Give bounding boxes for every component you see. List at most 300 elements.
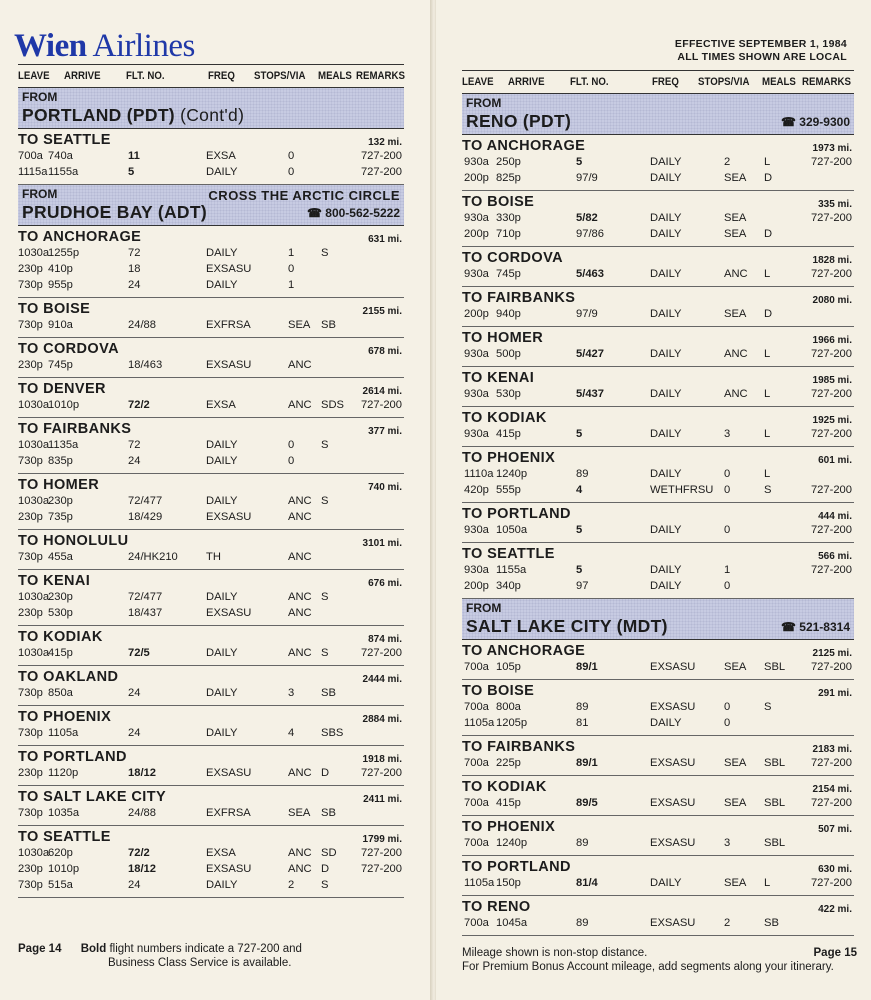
promo-note: CROSS THE ARCTIC CIRCLE xyxy=(208,188,400,203)
header-arrive: ARRIVE xyxy=(64,70,101,82)
frequency: DAILY xyxy=(650,564,682,576)
mileage: 444 mi. xyxy=(818,511,852,522)
mileage: 2155 mi. xyxy=(362,306,402,317)
flight-number: 24 xyxy=(128,455,141,467)
effective-line-1: EFFECTIVE SEPTEMBER 1, 1984 xyxy=(674,38,847,50)
flight-row xyxy=(462,660,854,676)
meals: L xyxy=(764,156,771,168)
arrive-time: 1050a xyxy=(496,524,528,536)
meals: D xyxy=(764,308,773,320)
flight-number: 81/4 xyxy=(576,877,598,889)
flight-number: 24 xyxy=(128,879,141,891)
mileage: 507 mi. xyxy=(818,824,852,835)
effective-line-2: ALL TIMES SHOWN ARE LOCAL xyxy=(677,51,847,63)
remarks: 727-200 xyxy=(810,524,852,536)
leave-time: 230p xyxy=(18,511,43,523)
arrive-time: 745p xyxy=(48,359,73,371)
remarks: 727-200 xyxy=(810,757,852,769)
leave-time: 200p xyxy=(464,228,489,240)
flight-row xyxy=(462,467,854,483)
flight-row xyxy=(462,483,854,499)
arrive-time: 910a xyxy=(48,319,73,331)
stops-via: ANC xyxy=(288,591,312,603)
flight-number: 89 xyxy=(576,468,589,480)
frequency: EXSASU xyxy=(650,797,696,809)
flight-number: 24 xyxy=(128,727,141,739)
arrive-time: 530p xyxy=(496,388,521,400)
mileage: 601 mi. xyxy=(818,455,852,466)
stops-via: SEA xyxy=(724,308,747,320)
frequency: EXSASU xyxy=(206,511,252,523)
mileage: 2125 mi. xyxy=(812,648,852,659)
stops-via: 0 xyxy=(288,263,295,275)
remarks: 727-200 xyxy=(810,661,852,673)
flight-number: 72 xyxy=(128,439,141,451)
destination-block xyxy=(18,298,404,338)
frequency: DAILY xyxy=(206,247,238,259)
flight-row xyxy=(462,563,854,579)
destination-block xyxy=(462,543,854,599)
flight-number: 72 xyxy=(128,247,141,259)
destination-name: TO HOMER xyxy=(462,330,544,346)
frequency: EXSASU xyxy=(206,767,252,779)
destination-name: TO KENAI xyxy=(462,370,535,386)
arrive-time: 1010p xyxy=(48,399,80,411)
leave-time: 700a xyxy=(464,837,489,849)
flight-row xyxy=(18,806,404,822)
arrive-time: 1155a xyxy=(496,564,527,576)
flight-number: 5 xyxy=(576,156,583,168)
stops-via: ANC xyxy=(288,607,312,619)
destination-block xyxy=(18,378,404,418)
remarks: 727-200 xyxy=(360,863,402,875)
frequency: EXSA xyxy=(206,847,236,859)
mileage: 874 mi. xyxy=(368,634,402,645)
meals: D xyxy=(764,172,773,184)
leave-time: 230p xyxy=(18,359,43,371)
leave-time: 420p xyxy=(464,484,489,496)
meals: L xyxy=(764,348,771,360)
mileage: 740 mi. xyxy=(368,482,402,493)
frequency: TH xyxy=(206,551,221,563)
origin-city xyxy=(466,111,571,132)
from-label: FROM xyxy=(466,601,502,615)
frequency: WETHFRSU xyxy=(650,484,714,496)
arrive-time: 1045a xyxy=(496,917,528,929)
stops-via: 0 xyxy=(724,468,731,480)
frequency: EXSASU xyxy=(206,863,252,875)
flight-row xyxy=(462,427,854,443)
stops-via: 0 xyxy=(724,580,731,592)
destination-name: TO BOISE xyxy=(462,683,535,699)
remarks: 727-200 xyxy=(810,348,852,360)
flight-number: 97 xyxy=(576,580,589,592)
arrive-time: 1255p xyxy=(48,247,80,259)
arrive-time: 230p xyxy=(48,591,73,603)
destination-name: TO CORDOVA xyxy=(462,250,563,266)
destination-block xyxy=(462,856,854,896)
header-stops: STOPS/VIA xyxy=(254,70,306,82)
leave-time: 700a xyxy=(464,917,489,929)
leave-time: 1115a xyxy=(18,166,48,178)
flight-row xyxy=(462,523,854,539)
arrive-time: 1035a xyxy=(48,807,80,819)
stops-via: 3 xyxy=(724,428,731,440)
meals: SB xyxy=(321,319,336,331)
remarks: 727-200 xyxy=(810,156,852,168)
footer-mileage-note: Mileage shown is non-stop distance. xyxy=(462,947,648,959)
flight-number: 89/1 xyxy=(576,757,598,769)
arrive-time: 230p xyxy=(48,495,73,507)
stops-via: SEA xyxy=(724,797,747,809)
flight-number: 18/437 xyxy=(128,607,163,619)
flight-number: 5 xyxy=(576,564,583,576)
leave-time: 700a xyxy=(464,797,489,809)
destination-name: TO PHOENIX xyxy=(18,709,112,725)
flight-row xyxy=(18,686,404,702)
destination-block xyxy=(18,418,404,474)
stops-via: ANC xyxy=(288,767,312,779)
destination-block xyxy=(462,503,854,543)
arrive-time: 1205p xyxy=(496,717,528,729)
destination-block xyxy=(462,287,854,327)
flight-row xyxy=(18,398,404,414)
leave-time: 700a xyxy=(464,757,489,769)
flight-row xyxy=(462,836,854,852)
right-footer xyxy=(462,946,857,974)
meals: S xyxy=(321,879,329,891)
frequency: DAILY xyxy=(650,228,682,240)
destination-name: TO RENO xyxy=(462,899,531,915)
frequency: EXSASU xyxy=(650,917,696,929)
frequency: DAILY xyxy=(650,156,682,168)
from-label: FROM xyxy=(22,90,58,104)
destination-name: TO HOMER xyxy=(18,477,100,493)
frequency: DAILY xyxy=(650,308,682,320)
origin-city-name: PRUDHOE BAY (ADT) xyxy=(22,202,207,222)
arrive-time: 530p xyxy=(48,607,73,619)
destination-block xyxy=(18,129,404,185)
destination-name: TO PHOENIX xyxy=(462,450,556,466)
remarks: 727-200 xyxy=(360,767,402,779)
flight-row xyxy=(462,267,854,283)
flight-row xyxy=(462,716,854,732)
origin-city-name: SALT LAKE CITY (MDT) xyxy=(466,616,668,636)
frequency: DAILY xyxy=(650,388,682,400)
flight-number: 11 xyxy=(128,150,140,162)
leave-time: 730p xyxy=(18,455,43,467)
flight-row xyxy=(462,796,854,812)
flight-number: 5 xyxy=(128,166,135,178)
leave-time: 200p xyxy=(464,580,489,592)
mileage: 1973 mi. xyxy=(812,143,852,154)
destination-name: TO SEATTLE xyxy=(18,132,111,148)
stops-via: ANC xyxy=(288,399,312,411)
arrive-time: 740a xyxy=(48,150,73,162)
arrive-time: 225p xyxy=(496,757,521,769)
leave-time: 230p xyxy=(18,767,43,779)
stops-via: 4 xyxy=(288,727,295,739)
flight-number: 81 xyxy=(576,717,589,729)
stops-via: 0 xyxy=(724,701,731,713)
flight-number: 24/HK210 xyxy=(128,551,178,563)
meals: SBL xyxy=(764,661,786,673)
flight-number: 97/86 xyxy=(576,228,604,240)
arrive-time: 1155a xyxy=(48,166,79,178)
flight-number: 89 xyxy=(576,701,589,713)
arrive-time: 150p xyxy=(496,877,521,889)
meals: SDS xyxy=(321,399,345,411)
flight-row xyxy=(18,878,404,894)
meals: S xyxy=(321,439,329,451)
stops-via: ANC xyxy=(288,551,312,563)
arrive-time: 1240p xyxy=(496,837,528,849)
left-page xyxy=(0,0,432,1000)
footer-bonus-note: For Premium Bonus Account mileage, add segments along your itinerary. xyxy=(462,961,834,973)
destination-name: TO PHOENIX xyxy=(462,819,556,835)
leave-time: 930a xyxy=(464,212,489,224)
destination-name: TO SEATTLE xyxy=(462,546,555,562)
arrive-time: 1010p xyxy=(48,863,80,875)
flight-row xyxy=(18,646,404,662)
leave-time: 200p xyxy=(464,172,489,184)
meals: SBL xyxy=(764,797,786,809)
destination-block xyxy=(18,826,404,898)
phone-number: ☎ 521-8314 xyxy=(781,620,850,634)
left-footer xyxy=(18,942,418,970)
destination-name: TO CORDOVA xyxy=(18,341,119,357)
frequency: EXSASU xyxy=(206,263,252,275)
flight-number: 72/2 xyxy=(128,399,150,411)
leave-time: 1030a xyxy=(18,495,50,507)
leave-time: 930a xyxy=(464,156,489,168)
frequency: DAILY xyxy=(206,727,238,739)
footer-note: flight numbers indicate a 727-200 and xyxy=(106,943,302,955)
destination-name: TO KODIAK xyxy=(462,779,547,795)
meals: SBL xyxy=(764,757,786,769)
stops-via: 3 xyxy=(724,837,731,849)
stops-via: ANC xyxy=(724,348,748,360)
destination-block xyxy=(18,626,404,666)
leave-time: 1105a xyxy=(464,717,495,729)
mileage: 2411 mi. xyxy=(363,794,402,805)
effective-date xyxy=(675,38,847,64)
arrive-time: 340p xyxy=(496,580,521,592)
stops-via: 0 xyxy=(288,455,295,467)
header-remarks: REMARKS xyxy=(356,70,405,82)
frequency: DAILY xyxy=(650,580,682,592)
destination-block xyxy=(462,191,854,247)
leave-time: 730p xyxy=(18,807,43,819)
flight-row xyxy=(18,454,404,470)
arrive-time: 955p xyxy=(48,279,73,291)
flight-number: 4 xyxy=(576,484,583,496)
from-banner xyxy=(18,88,404,129)
mileage: 2080 mi. xyxy=(812,295,852,306)
leave-time: 730p xyxy=(18,727,43,739)
flight-number: 24/88 xyxy=(128,807,156,819)
destination-name: TO PORTLAND xyxy=(462,506,571,522)
flight-number: 5/463 xyxy=(576,268,604,280)
flight-row xyxy=(462,387,854,403)
meals: L xyxy=(764,877,771,889)
origin-city-name: RENO (PDT) xyxy=(466,111,572,131)
frequency: EXFRSA xyxy=(206,319,251,331)
flight-number: 97/9 xyxy=(576,308,598,320)
flight-number: 89 xyxy=(576,917,589,929)
arrive-time: 330p xyxy=(496,212,521,224)
arrive-time: 1105a xyxy=(48,727,79,739)
destination-name: TO PORTLAND xyxy=(462,859,571,875)
meals: L xyxy=(764,268,771,280)
right-schedule xyxy=(462,94,854,936)
meals: D xyxy=(321,863,330,875)
mileage: 1828 mi. xyxy=(812,255,852,266)
meals: S xyxy=(321,495,329,507)
destination-name: TO KODIAK xyxy=(462,410,547,426)
frequency: DAILY xyxy=(206,879,238,891)
frequency: DAILY xyxy=(206,439,238,451)
footer-note-2: Business Class Service is available. xyxy=(108,957,292,969)
arrive-time: 620p xyxy=(48,847,73,859)
stops-via: SEA xyxy=(724,661,747,673)
wien-airlines-logo: Wien Airlines xyxy=(14,28,195,64)
frequency: DAILY xyxy=(650,717,682,729)
leave-time: 230p xyxy=(18,263,43,275)
origin-city xyxy=(466,616,668,637)
flight-number: 89/5 xyxy=(576,797,598,809)
mileage: 2154 mi. xyxy=(812,784,852,795)
column-header-row xyxy=(18,64,404,88)
destination-name: TO DENVER xyxy=(18,381,106,397)
meals: SB xyxy=(321,687,336,699)
leave-time: 230p xyxy=(18,607,43,619)
stops-via: 0 xyxy=(288,439,295,451)
header-freq: FREQ xyxy=(208,70,235,82)
frequency: DAILY xyxy=(650,212,682,224)
header-flight: FLT. NO. xyxy=(570,76,609,88)
leave-time: 930a xyxy=(464,524,489,536)
remarks: 727-200 xyxy=(810,428,852,440)
leave-time: 730p xyxy=(18,687,43,699)
destination-block xyxy=(462,640,854,680)
frequency: EXSASU xyxy=(650,701,696,713)
meals: D xyxy=(764,228,773,240)
mileage: 2183 mi. xyxy=(812,744,852,755)
frequency: EXSASU xyxy=(650,837,696,849)
flight-number: 24 xyxy=(128,279,141,291)
stops-via: SEA xyxy=(724,172,747,184)
stops-via: ANC xyxy=(288,863,312,875)
flight-number: 5/427 xyxy=(576,348,604,360)
arrive-time: 800a xyxy=(496,701,521,713)
stops-via: SEA xyxy=(724,228,747,240)
destination-name: TO ANCHORAGE xyxy=(462,643,586,659)
stops-via: 1 xyxy=(288,279,295,291)
page-number: Page 14 xyxy=(18,943,62,955)
leave-time: 730p xyxy=(18,551,43,563)
flight-number: 5/437 xyxy=(576,388,604,400)
destination-name: TO SALT LAKE CITY xyxy=(18,789,167,805)
mileage: 2884 mi. xyxy=(362,714,402,725)
remarks: 727-200 xyxy=(360,399,402,411)
stops-via: ANC xyxy=(724,388,748,400)
flight-row xyxy=(462,916,854,932)
leave-time: 1105a xyxy=(464,877,495,889)
flight-number: 24/88 xyxy=(128,319,156,331)
frequency: EXFRSA xyxy=(206,807,251,819)
meals: SD xyxy=(321,847,337,859)
arrive-time: 415p xyxy=(48,647,73,659)
destination-block xyxy=(462,736,854,776)
meals: S xyxy=(764,701,772,713)
mileage: 1925 mi. xyxy=(812,415,852,426)
flight-row xyxy=(462,579,854,595)
mileage: 2444 mi. xyxy=(362,674,402,685)
destination-name: TO KODIAK xyxy=(18,629,103,645)
flight-row xyxy=(18,358,404,374)
stops-via: SEA xyxy=(724,212,747,224)
stops-via: 2 xyxy=(724,917,731,929)
origin-city xyxy=(22,202,207,223)
frequency: EXSASU xyxy=(650,661,696,673)
flight-row xyxy=(462,227,854,243)
flight-row xyxy=(18,726,404,742)
stops-via: SEA xyxy=(288,319,311,331)
frequency: DAILY xyxy=(206,591,238,603)
destination-block xyxy=(462,776,854,816)
flight-row xyxy=(462,307,854,323)
flight-number: 5 xyxy=(576,428,583,440)
remarks: 727-200 xyxy=(810,212,852,224)
header-remarks: REMARKS xyxy=(802,76,851,88)
origin-city-name: PORTLAND (PDT) xyxy=(22,105,175,125)
from-banner xyxy=(462,94,854,135)
frequency: DAILY xyxy=(206,647,238,659)
meals: SBS xyxy=(321,727,344,739)
flight-row xyxy=(18,550,404,566)
frequency: DAILY xyxy=(650,524,682,536)
frequency: DAILY xyxy=(650,428,682,440)
flight-row xyxy=(18,510,404,526)
frequency: DAILY xyxy=(650,468,682,480)
footer-bold: Bold xyxy=(80,943,107,955)
flight-number: 18/12 xyxy=(128,863,156,875)
destination-name: TO ANCHORAGE xyxy=(18,229,142,245)
frequency: DAILY xyxy=(206,455,238,467)
mileage: 335 mi. xyxy=(818,199,852,210)
flight-number: 5 xyxy=(576,524,583,536)
destination-block xyxy=(18,570,404,626)
frequency: EXSA xyxy=(206,399,236,411)
from-banner xyxy=(18,185,404,226)
arrive-time: 455a xyxy=(48,551,73,563)
leave-time: 730p xyxy=(18,319,43,331)
remarks: 727-200 xyxy=(810,484,852,496)
arrive-time: 735p xyxy=(48,511,73,523)
frequency: DAILY xyxy=(650,348,682,360)
mileage: 1985 mi. xyxy=(812,375,852,386)
destination-block xyxy=(18,474,404,530)
remarks: 727-200 xyxy=(360,150,402,162)
arrive-time: 105p xyxy=(496,661,521,673)
remarks: 727-200 xyxy=(360,847,402,859)
arrive-time: 500p xyxy=(496,348,521,360)
arrive-time: 250p xyxy=(496,156,521,168)
stops-via: 2 xyxy=(288,879,295,891)
header-leave: LEAVE xyxy=(18,70,50,82)
arrive-time: 415p xyxy=(496,428,521,440)
